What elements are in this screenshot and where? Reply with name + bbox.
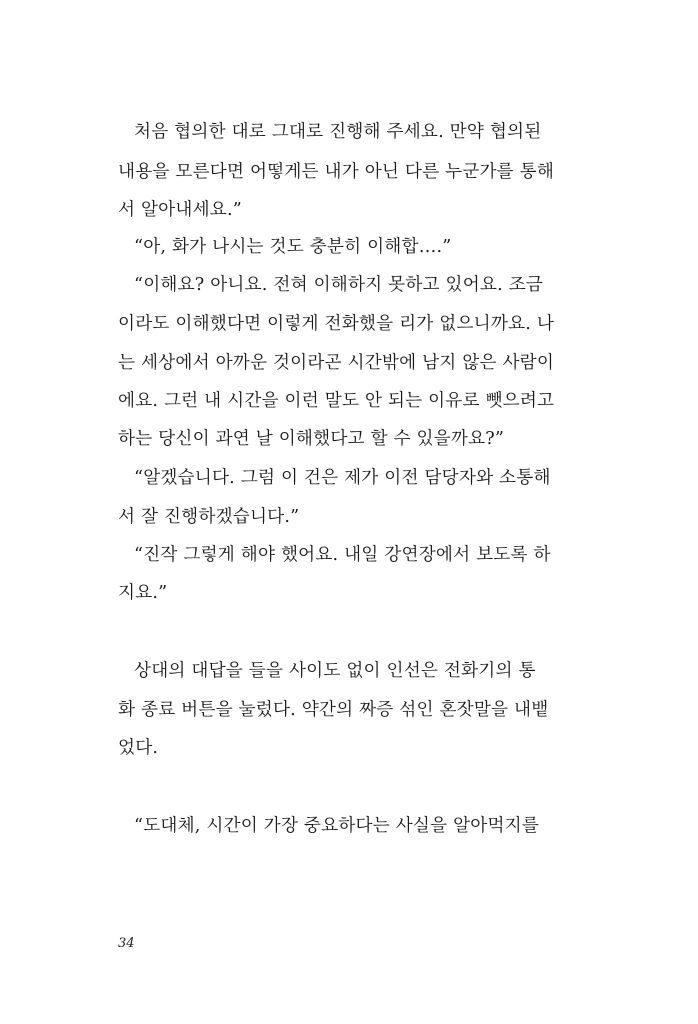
text-line: 서 잘 진행하겠습니다.” xyxy=(118,507,300,527)
text-line: 이라도 이해했다면 이렇게 전화했을 리가 없으니까요. 나 xyxy=(118,314,555,334)
text-line: “도대체, 시간이 가장 중요하다는 사실을 알아먹지를 xyxy=(134,816,540,836)
text-line: 화 종료 버튼을 눌렀다. 약간의 짜증 섞인 혼잣말을 내뱉 xyxy=(118,700,549,720)
page-number: 34 xyxy=(118,936,135,951)
text-line: 지요.” xyxy=(118,583,168,603)
text-line: 하는 당신이 과연 날 이해했다고 할 수 있을까요?” xyxy=(118,429,505,449)
text-line: 었다. xyxy=(118,738,159,758)
text-line: 상대의 대답을 들을 사이도 없이 인선은 전화기의 통 xyxy=(134,661,536,681)
text-line: 에요. 그런 내 시간을 이런 말도 안 되는 이유로 뺏으려고 xyxy=(118,391,555,411)
text-line: “진작 그렇게 해야 했어요. 내일 강연장에서 보도록 하 xyxy=(134,545,551,565)
text-line: 처음 협의한 대로 그대로 진행해 주세요. 만약 협의된 xyxy=(134,122,542,142)
text-line: 는 세상에서 아까운 것이라곤 시간밖에 남지 않은 사람이 xyxy=(118,353,555,373)
text-line: 서 알아내세요.” xyxy=(118,200,242,220)
text-line: “이해요? 아니요. 전혀 이해하지 못하고 있어요. 조금 xyxy=(134,275,544,295)
text-line: “알겠습니다. 그럼 이 건은 제가 이전 담당자와 소통해 xyxy=(134,468,551,488)
text-line: “아, 화가 나시는 것도 충분히 이해합….” xyxy=(134,237,452,257)
text-line: 내용을 모른다면 어떻게든 내가 아닌 다른 누군가를 통해 xyxy=(118,162,555,182)
